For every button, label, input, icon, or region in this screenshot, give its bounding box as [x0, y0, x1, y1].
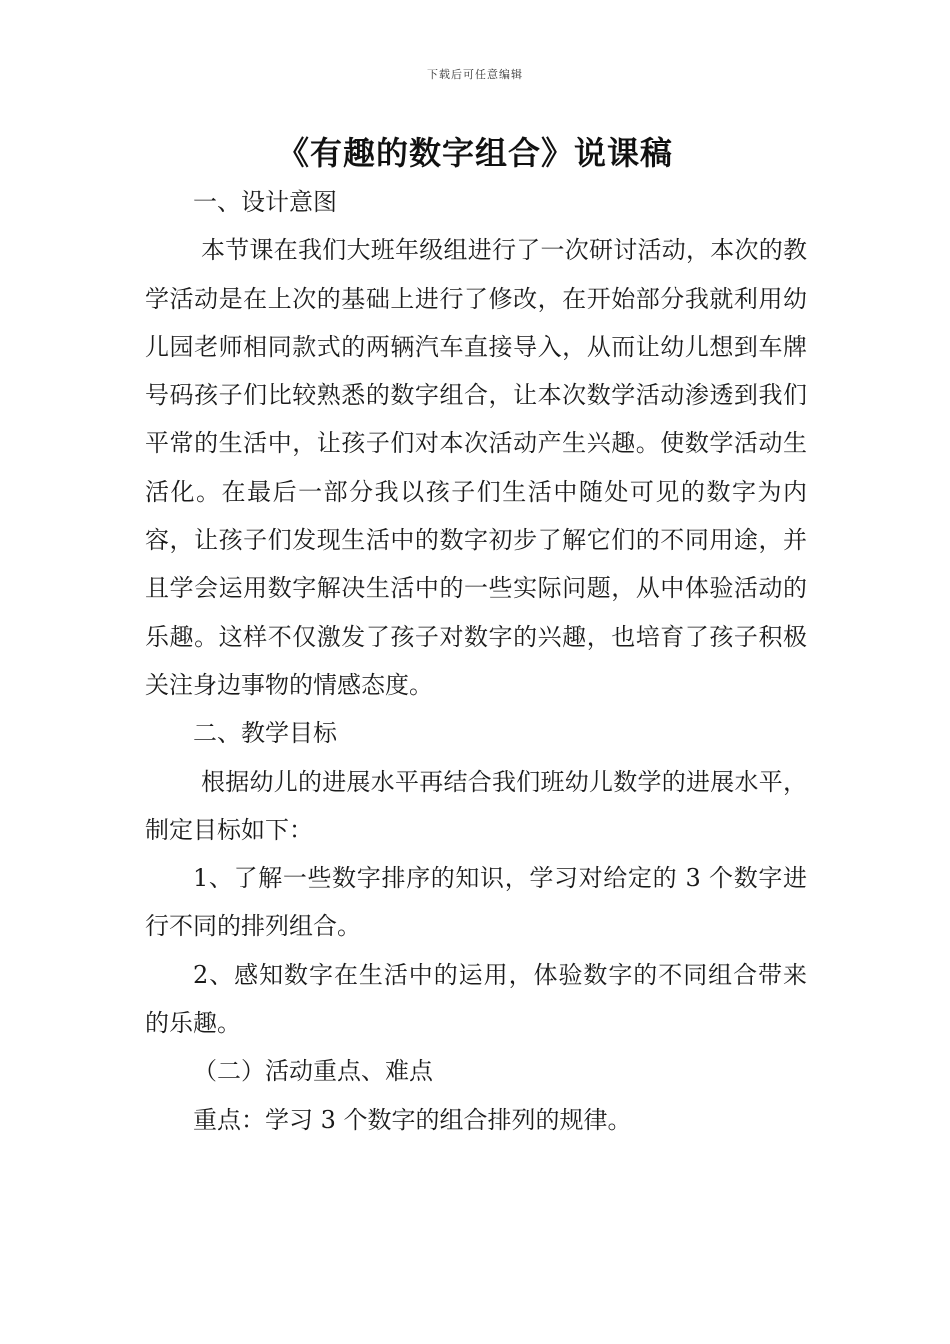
page-title: 《有趣的数字组合》说课稿 [276, 134, 673, 172]
paragraph-goals-intro: 根据幼儿的进展水平再结合我们班幼儿数学的进展水平，制定目标如下： [145, 767, 807, 844]
section-heading-goals: 二、教学目标 [193, 719, 337, 748]
section-heading-key-points: （二）活动重点、难点 [193, 1057, 433, 1086]
document-body [145, 178, 807, 1144]
paragraph-design: 本节课在我们大班年级组进行了一次研讨活动，本次的教学活动是在上次的基础上进行了修改，在开始部分我就利用幼儿园老师相同款式的两辆汽车直接导入，从而让幼儿想到车牌号码孩子们比较熟悉的数字组合，让本次数学活动渗透到我们平常的生活中，让孩子们对本次活动产生兴趣。使数学活动生活化。在最后一部分我以孩子们生活中随处可见的数字为内容，让孩子们发现生活中的数字初步了解它们的不同用途，并且学会运用数字解决生活中的一些实际问题，从中体验活动的乐趣。这样不仅激发了孩子对数字的兴趣，也培育了孩子积极关注身边事物的情感态度。 [145, 236, 807, 699]
header-note: 下载后可任意编辑 [427, 68, 523, 81]
goal-item-2: 2、感知数字在生活中的运用，体验数字的不同组合带来的乐趣。 [145, 960, 807, 1038]
section-heading-design: 一、设计意图 [193, 188, 337, 216]
key-point-text: 重点：学习 3 个数字的组合排列的规律。 [193, 1105, 632, 1134]
goal-item-1: 1、了解一些数字排序的知识，学习对给定的 3 个数字进行不同的排列组合。 [145, 864, 807, 941]
